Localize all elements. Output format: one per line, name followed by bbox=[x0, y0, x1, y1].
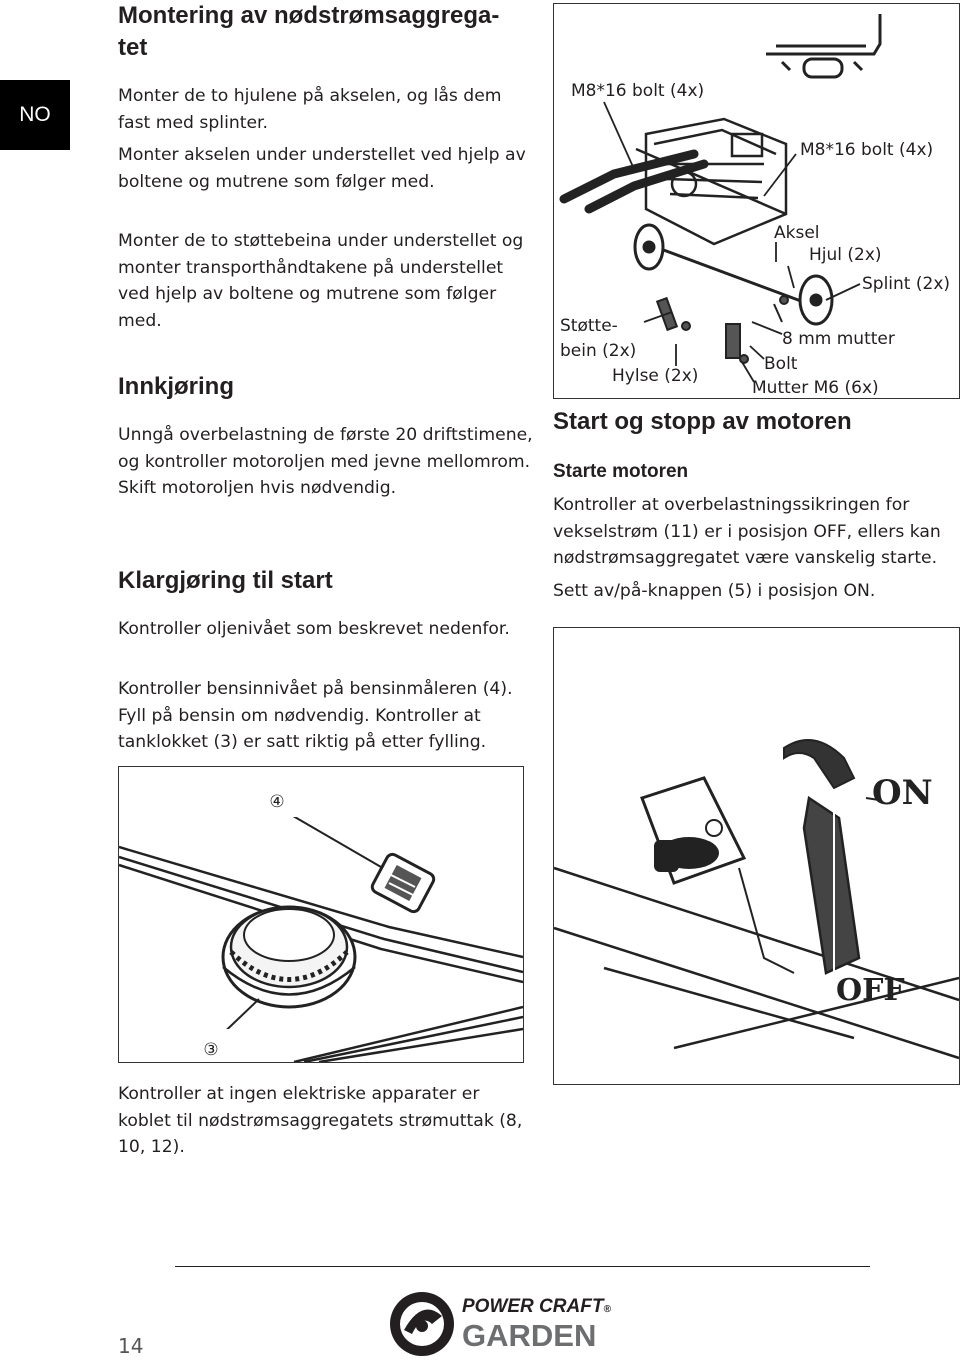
power-craft-logo bbox=[386, 1288, 646, 1360]
footer-rule bbox=[175, 1266, 870, 1267]
bottom-paragraph: Kontroller at ingen elektriske apparater er koblet til nødstrømsaggregatets strømuttak (8, 10, 12). bbox=[118, 1084, 523, 1158]
heading-start-stop: Start og stopp av motoren bbox=[553, 408, 852, 435]
subheading-start-engine: Starte motoren bbox=[553, 461, 689, 482]
fuel-tank-illustration bbox=[119, 767, 523, 1062]
label-8mm-nut: 8 mm mutter bbox=[782, 329, 895, 349]
heading-innkjoring: Innkjøring bbox=[118, 373, 234, 400]
switch-off-label: OFF bbox=[836, 973, 905, 1008]
label-wheel: Hjul (2x) bbox=[809, 245, 882, 265]
logo-garden-text: GARDEN bbox=[462, 1318, 597, 1353]
section-title-assembly bbox=[118, 0, 533, 64]
fuel-gauge-label: ④ bbox=[269, 792, 285, 812]
klargjoring-paragraph-1: Kontroller oljenivået som beskrevet nedenfor. bbox=[118, 619, 510, 639]
transport-handles-drawing bbox=[564, 154, 704, 209]
label-sleeve: Hylse (2x) bbox=[612, 366, 699, 386]
label-support-leg-line2: bein (2x) bbox=[560, 341, 637, 361]
fuel-cap-icon bbox=[223, 907, 355, 1007]
assembly-illustration bbox=[554, 4, 959, 398]
label-bolt: Bolt bbox=[764, 354, 798, 374]
panel-edge-line bbox=[604, 968, 854, 1038]
start-paragraph-2: Sett av/på-knappen (5) i posisjon ON. bbox=[553, 581, 876, 601]
label-split-pin: Splint (2x) bbox=[862, 274, 951, 294]
mount-paragraph-1: Monter de to hjulene på akselen, og lås dem fast med splinter. bbox=[118, 86, 502, 133]
assembly-figure bbox=[553, 3, 960, 399]
page-number: 14 bbox=[118, 1334, 144, 1358]
innkjoring-paragraph: Unngå overbelastning de første 20 driftstimene, og kontroller motoroljen med jevne mellomrom. Skift motoroljen hvis nødvendig. bbox=[118, 425, 533, 499]
brand-logo bbox=[386, 1288, 646, 1360]
logo-emblem-icon bbox=[390, 1292, 454, 1356]
svg-text:POWER CRAFT® bbox=[462, 1296, 611, 1317]
title-line-2: tet bbox=[118, 34, 148, 61]
fuel-cap-label: ③ bbox=[203, 1040, 219, 1060]
klargjoring-paragraph-2: Kontroller bensinnivået på bensinmåleren (4). Fyll på bensin om nødvendig. Kontroller at tanklokket (3) er satt riktig på etter fylling. bbox=[118, 679, 513, 753]
label-bolt-top-left: M8*16 bolt (4x) bbox=[571, 81, 705, 101]
title-line-1: Montering av nødstrømsaggrega- bbox=[118, 2, 500, 29]
heading-klargjoring: Klargjøring til start bbox=[118, 567, 333, 594]
fuel-gauge-icon bbox=[370, 852, 436, 913]
logo-registered-mark: ® bbox=[603, 1304, 611, 1315]
switch-on-label: ON bbox=[872, 773, 933, 813]
panel-edge-line bbox=[674, 978, 959, 1048]
label-bolt-top-right: M8*16 bolt (4x) bbox=[800, 140, 934, 160]
switch-illustration bbox=[554, 628, 959, 1084]
label-support-leg-line1: Støtte- bbox=[560, 316, 618, 336]
language-tab bbox=[0, 80, 70, 150]
power-switch-lever-icon bbox=[739, 740, 859, 973]
start-paragraph-1: Kontroller at overbelastningssikringen for vekselstrøm (11) er i posisjon OFF, ellers kan nødstrømsaggregatet være vanskelig starte. bbox=[553, 495, 941, 569]
tank-edge-line bbox=[319, 1029, 523, 1062]
fuel-tank-figure bbox=[118, 766, 524, 1063]
mount-paragraph-2: Monter akselen under understellet ved hjelp av boltene og mutrene som følger med. bbox=[118, 145, 526, 192]
switch-housing-drawing bbox=[642, 778, 744, 883]
label-m6-nut: Mutter M6 (6x) bbox=[752, 378, 879, 398]
label-axle: Aksel bbox=[774, 223, 820, 243]
mount-paragraph-3: Monter de to støttebeina under understellet og monter transporthåndtakene på understellet ved hjelp av boltene og mutrene som følger med. bbox=[118, 231, 524, 331]
switch-figure bbox=[553, 627, 960, 1085]
frame-top-drawing bbox=[766, 14, 880, 77]
language-code: NO bbox=[19, 103, 51, 126]
logo-power-craft-text: POWER CRAFT bbox=[462, 1296, 604, 1317]
tank-edge-line bbox=[304, 1017, 523, 1062]
axle-drawing bbox=[642, 242, 809, 304]
